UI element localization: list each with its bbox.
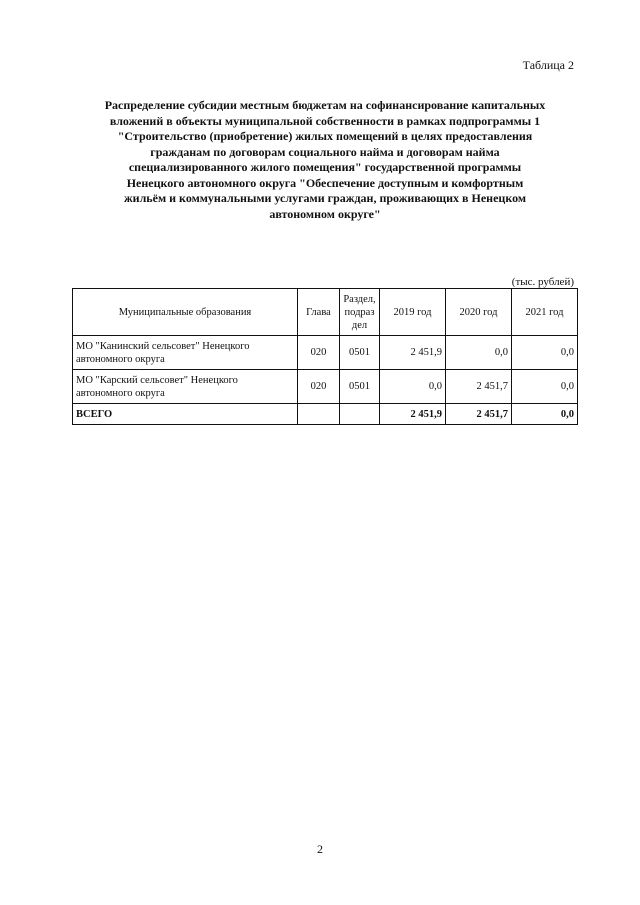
cell-2019: 0,0	[380, 370, 446, 404]
table-row	[73, 336, 578, 370]
cell-2020: 2 451,7	[446, 370, 512, 404]
title-line: гражданам по договорам социального найма и договорам найма	[150, 144, 500, 159]
document-title	[72, 98, 578, 222]
cell-chapter: 020	[298, 336, 340, 370]
header-section: Раздел, подраз дел	[340, 289, 380, 336]
table-header-row	[73, 289, 578, 336]
total-label: ВСЕГО	[73, 404, 298, 425]
total-2019: 2 451,9	[380, 404, 446, 425]
title-line: автономном округе"	[269, 206, 381, 221]
subsidy-table	[72, 288, 578, 425]
header-2019: 2019 год	[380, 289, 446, 336]
title-line: "Строительство (приобретение) жилых помещений в целях предоставления	[117, 129, 533, 143]
title-line: Ненецкого автономного округа "Обеспечение доступным и комфортным	[126, 175, 524, 190]
cell-section: 0501	[340, 370, 380, 404]
cell-section: 0501	[340, 336, 380, 370]
page-number: 2	[317, 842, 323, 856]
cell-chapter: 020	[298, 370, 340, 404]
total-chapter	[298, 404, 340, 425]
cell-2021: 0,0	[512, 370, 578, 404]
units-note: (тыс. рублей)	[511, 276, 574, 288]
table-number: Таблица 2	[522, 58, 574, 72]
cell-municipality: МО "Канинский сельсовет" Ненецкого автономного округа	[73, 336, 298, 370]
total-section	[340, 404, 380, 425]
cell-2021: 0,0	[512, 336, 578, 370]
header-2021: 2021 год	[512, 289, 578, 336]
cell-municipality: МО "Карский сельсовет" Ненецкого автономного округа	[73, 370, 298, 404]
title-line: вложений в объекты муниципальной собственности в рамках подпрограммы 1	[109, 113, 541, 128]
header-2020: 2020 год	[446, 289, 512, 336]
title-line: жильём и коммунальными услугами граждан, проживающих в Ненецком	[123, 191, 527, 205]
cell-2020: 0,0	[446, 336, 512, 370]
title-line: Распределение субсидии местным бюджетам на софинансирование капитальных	[104, 98, 546, 112]
header-municipality: Муниципальные образования	[73, 289, 298, 336]
title-line: специализированного жилого помещения" государственной программы	[128, 160, 522, 174]
total-2020: 2 451,7	[446, 404, 512, 425]
total-2021: 0,0	[512, 404, 578, 425]
table-row	[73, 370, 578, 404]
total-row	[73, 404, 578, 425]
header-chapter: Глава	[298, 289, 340, 336]
cell-2019: 2 451,9	[380, 336, 446, 370]
